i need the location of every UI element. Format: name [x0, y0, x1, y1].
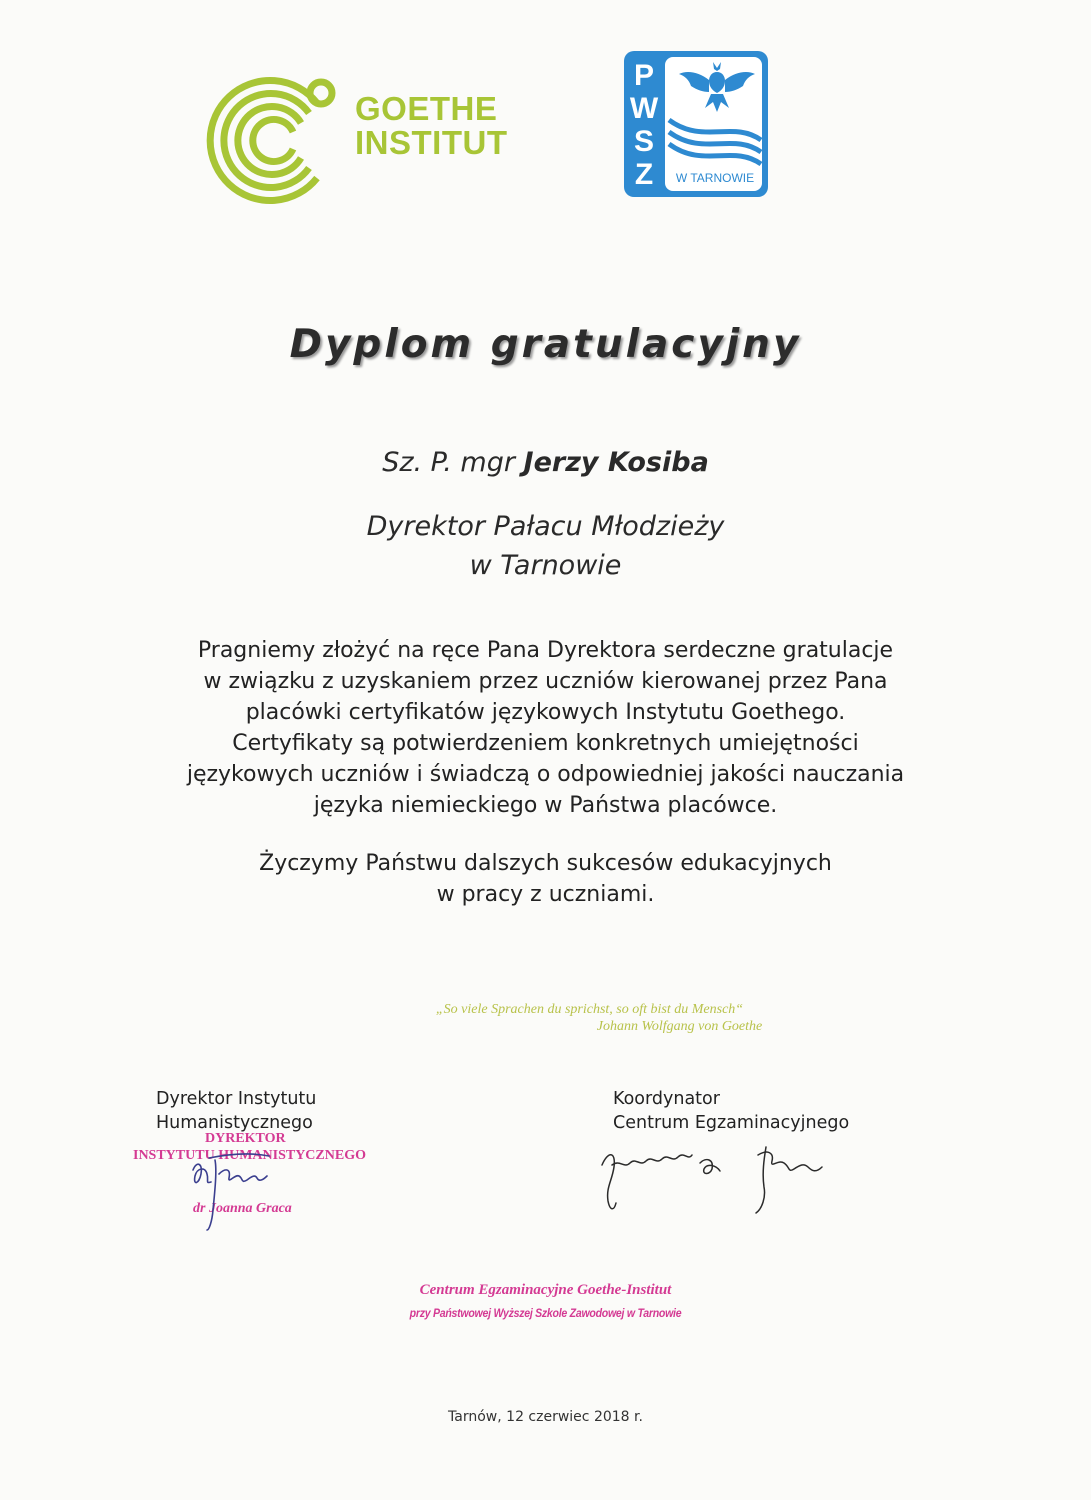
- recipient-salutation: [0, 447, 1091, 478]
- pwsz-letter-z: Z: [634, 158, 654, 191]
- quote-author: Johann Wolfgang von Goethe: [596, 1019, 763, 1034]
- paragraph-line: Certyfikaty są potwierdzeniem konkretnych umiejętności: [232, 731, 859, 756]
- left-signatory-label: [156, 1087, 316, 1135]
- goethe-institut-wordmark: [355, 92, 507, 160]
- right-signatory-label: [613, 1087, 849, 1135]
- pwsz-letter-w: W: [629, 92, 659, 125]
- salutation-prefix: Sz. P. mgr: [382, 447, 524, 478]
- left-stamp-name: dr Joanna Graca: [193, 1201, 292, 1216]
- paragraph-line: Pragniemy złożyć na ręce Pana Dyrektora serdeczne gratulacje: [197, 638, 894, 663]
- institut-word: INSTITUT: [355, 124, 508, 161]
- issue-date: Tarnów, 12 czerwiec 2018 r.: [448, 1409, 643, 1425]
- pwsz-letter-s: S: [633, 125, 655, 158]
- paragraph-line: w związku z uzyskaniem przez uczniów kierowanej przez Pana: [203, 669, 888, 694]
- recipient-position-line2: w Tarnowie: [469, 550, 622, 581]
- pwsz-letter-p: P: [633, 59, 655, 92]
- pwsz-caption: W TARNOWIE: [675, 171, 755, 185]
- right-handwritten-signature: [590, 1135, 850, 1215]
- wishes-paragraph: [0, 848, 1091, 910]
- right-label-line2: Centrum Egzaminacyjnego: [613, 1113, 850, 1133]
- quote-text: „So viele Sprachen du sprichst, so oft bist du Mensch“: [435, 1002, 744, 1017]
- paragraph-line: językowych uczniów i świadczą o odpowiedniej jakości nauczania: [186, 762, 905, 787]
- goethe-word: GOETHE: [355, 90, 498, 127]
- left-label-line2: Humanistycznego: [156, 1113, 313, 1133]
- wishes-line: w pracy z uczniami.: [436, 882, 655, 907]
- exam-centre-stamp-line2: przy Państwowej Wyższej Szkole Zawodowej w Tarnowie: [409, 1308, 682, 1320]
- recipient-position-line1: Dyrektor Pałacu Młodzieży: [366, 511, 725, 542]
- paragraph-line: placówki certyfikatów językowych Instytutu Goethego.: [245, 700, 846, 725]
- diploma-title: Dyplom gratulacyjny: [289, 322, 802, 367]
- left-stamp-line1: DYREKTOR: [205, 1131, 286, 1146]
- left-stamp-line2: INSTYTUTU HUMANISTYCZNEGO: [133, 1148, 366, 1163]
- wishes-line: Życzymy Państwu dalszych sukcesów edukacyjnych: [259, 851, 832, 876]
- left-handwritten-signature: [175, 1140, 325, 1235]
- right-label-line1: Koordynator: [613, 1089, 720, 1109]
- goethe-quote: [0, 1001, 1091, 1035]
- exam-centre-stamp-line1: Centrum Egzaminacyjne Goethe-Institut: [419, 1282, 672, 1298]
- left-label-line1: Dyrektor Instytutu: [156, 1089, 317, 1109]
- pwsz-tarnow-logo: [623, 50, 769, 198]
- congratulations-paragraph: [0, 635, 1091, 821]
- recipient-name: Jerzy Kosiba: [523, 447, 709, 478]
- paragraph-line: języka niemieckiego w Państwa placówce.: [313, 793, 778, 818]
